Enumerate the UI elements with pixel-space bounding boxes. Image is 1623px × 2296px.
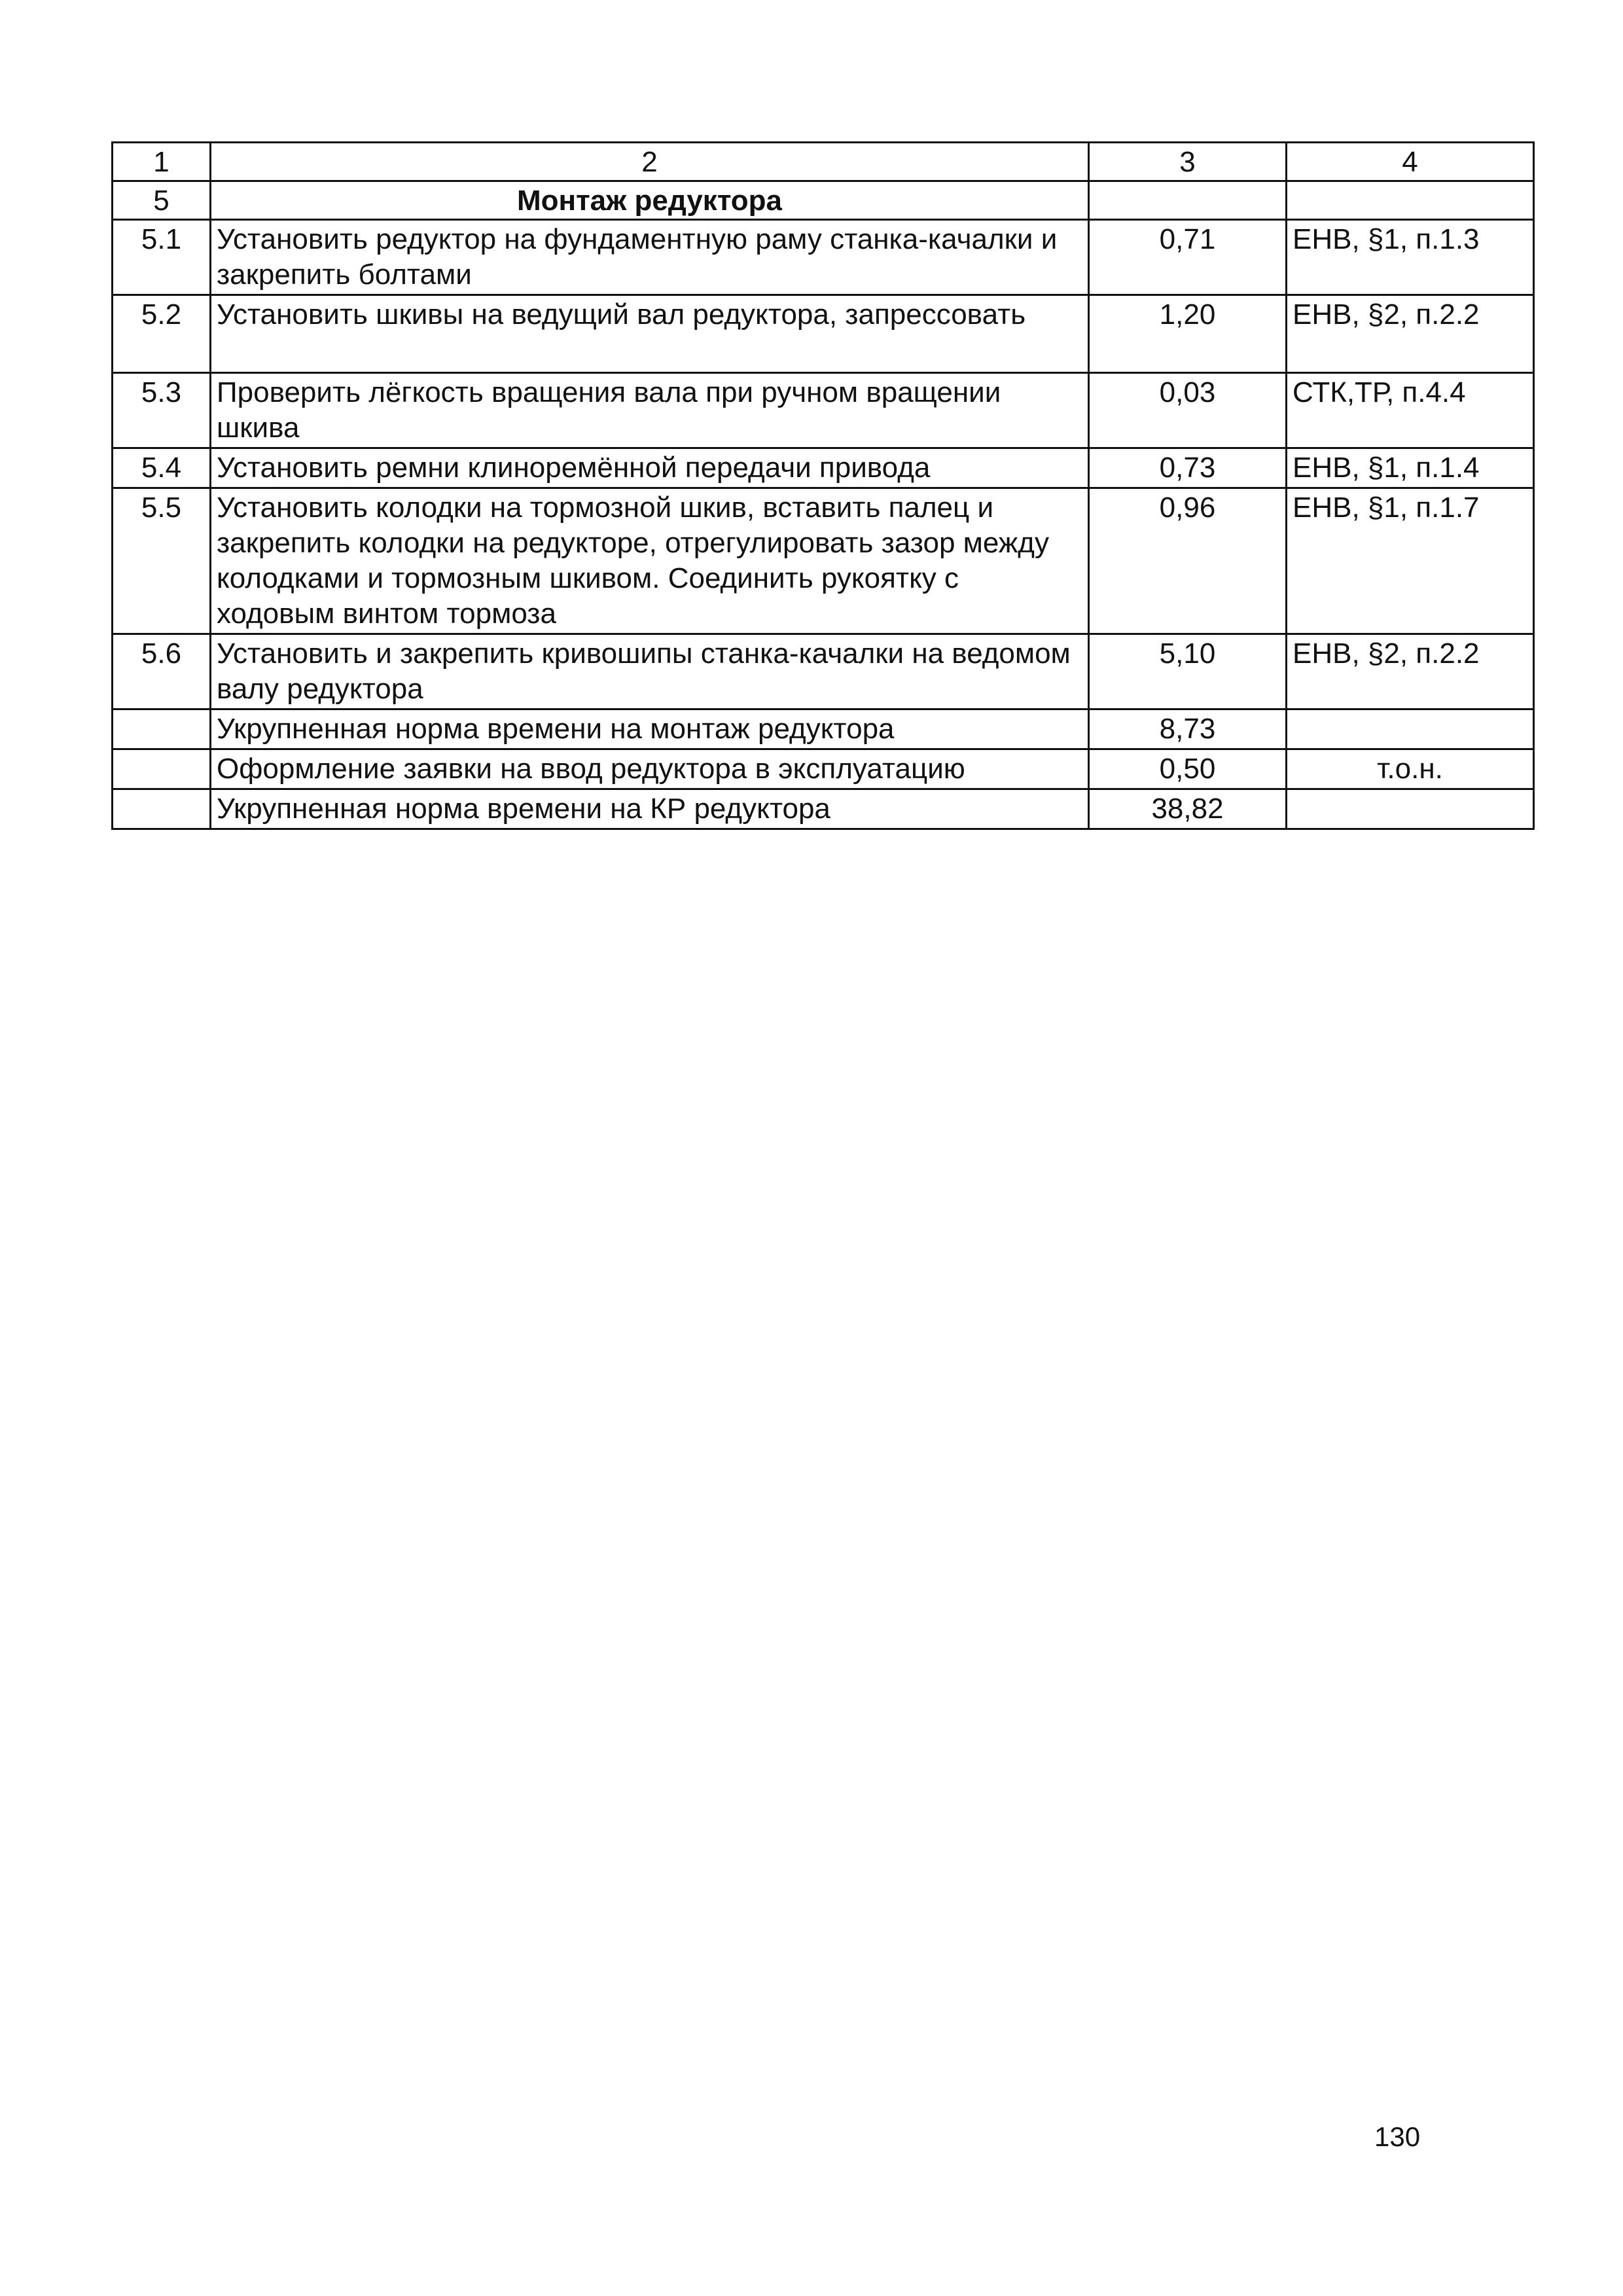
operation-text: Установить редуктор на фундаментную раму станка-качалки и закрепить болтами — [211, 220, 1089, 295]
summary-reference — [1287, 709, 1534, 749]
summary-text: Укрупненная норма времени на монтаж редуктора — [211, 709, 1089, 749]
norm-reference: ЕНВ, §1, п.1.3 — [1287, 220, 1534, 295]
empty-cell — [113, 749, 211, 789]
table-row — [113, 295, 1534, 373]
summary-text: Укрупненная норма времени на КР редуктора — [211, 789, 1089, 829]
column-number-1: 1 — [113, 143, 211, 181]
table-row — [113, 448, 1534, 488]
column-number-2: 2 — [211, 143, 1089, 181]
operation-text: Установить и закрепить кривошипы станка-качалки на ведомом валу редуктора — [211, 634, 1089, 709]
operation-number: 5.3 — [113, 373, 211, 448]
time-value: 0,73 — [1089, 448, 1287, 488]
summary-text: Оформление заявки на ввод редуктора в эксплуатацию — [211, 749, 1089, 789]
summary-reference — [1287, 789, 1534, 829]
column-number-3: 3 — [1089, 143, 1287, 181]
time-value: 0,03 — [1089, 373, 1287, 448]
summary-row — [113, 789, 1534, 829]
operation-text: Проверить лёгкость вращения вала при ручном вращении шкива — [211, 373, 1089, 448]
operation-number: 5.2 — [113, 295, 211, 373]
summary-value: 0,50 — [1089, 749, 1287, 789]
table-row — [113, 220, 1534, 295]
summary-row — [113, 709, 1534, 749]
norm-reference: СТК,ТР, п.4.4 — [1287, 373, 1534, 448]
section-title: Монтаж редуктора — [211, 181, 1089, 220]
summary-value: 8,73 — [1089, 709, 1287, 749]
time-value: 0,96 — [1089, 488, 1287, 634]
time-norms-table — [111, 141, 1535, 830]
empty-cell — [113, 789, 211, 829]
summary-value: 38,82 — [1089, 789, 1287, 829]
summary-reference: т.о.н. — [1287, 749, 1534, 789]
column-number-row — [113, 143, 1534, 181]
time-value: 0,71 — [1089, 220, 1287, 295]
table-row — [113, 488, 1534, 634]
empty-cell — [113, 709, 211, 749]
time-value: 1,20 — [1089, 295, 1287, 373]
empty-cell — [1089, 181, 1287, 220]
page-number: 130 — [1374, 2121, 1421, 2152]
operation-number: 5.5 — [113, 488, 211, 634]
section-number: 5 — [113, 181, 211, 220]
operation-number: 5.1 — [113, 220, 211, 295]
norm-reference: ЕНВ, §1, п.1.7 — [1287, 488, 1534, 634]
section-title-row — [113, 181, 1534, 220]
operation-text: Установить шкивы на ведущий вал редуктора, запрессовать — [211, 295, 1089, 373]
column-number-4: 4 — [1287, 143, 1534, 181]
operation-number: 5.6 — [113, 634, 211, 709]
time-value: 5,10 — [1089, 634, 1287, 709]
operation-number: 5.4 — [113, 448, 211, 488]
norm-reference: ЕНВ, §2, п.2.2 — [1287, 634, 1534, 709]
summary-row — [113, 749, 1534, 789]
empty-cell — [1287, 181, 1534, 220]
operation-text: Установить ремни клиноремённой передачи привода — [211, 448, 1089, 488]
norm-reference: ЕНВ, §1, п.1.4 — [1287, 448, 1534, 488]
norm-reference: ЕНВ, §2, п.2.2 — [1287, 295, 1534, 373]
table-row — [113, 634, 1534, 709]
table-row — [113, 373, 1534, 448]
operation-text: Установить колодки на тормозной шкив, вставить палец и закрепить колодки на редукторе, отрегулировать зазор между колодками и тормозным шкивом. Соединить рукоятку с ходовым винтом тормоза — [211, 488, 1089, 634]
